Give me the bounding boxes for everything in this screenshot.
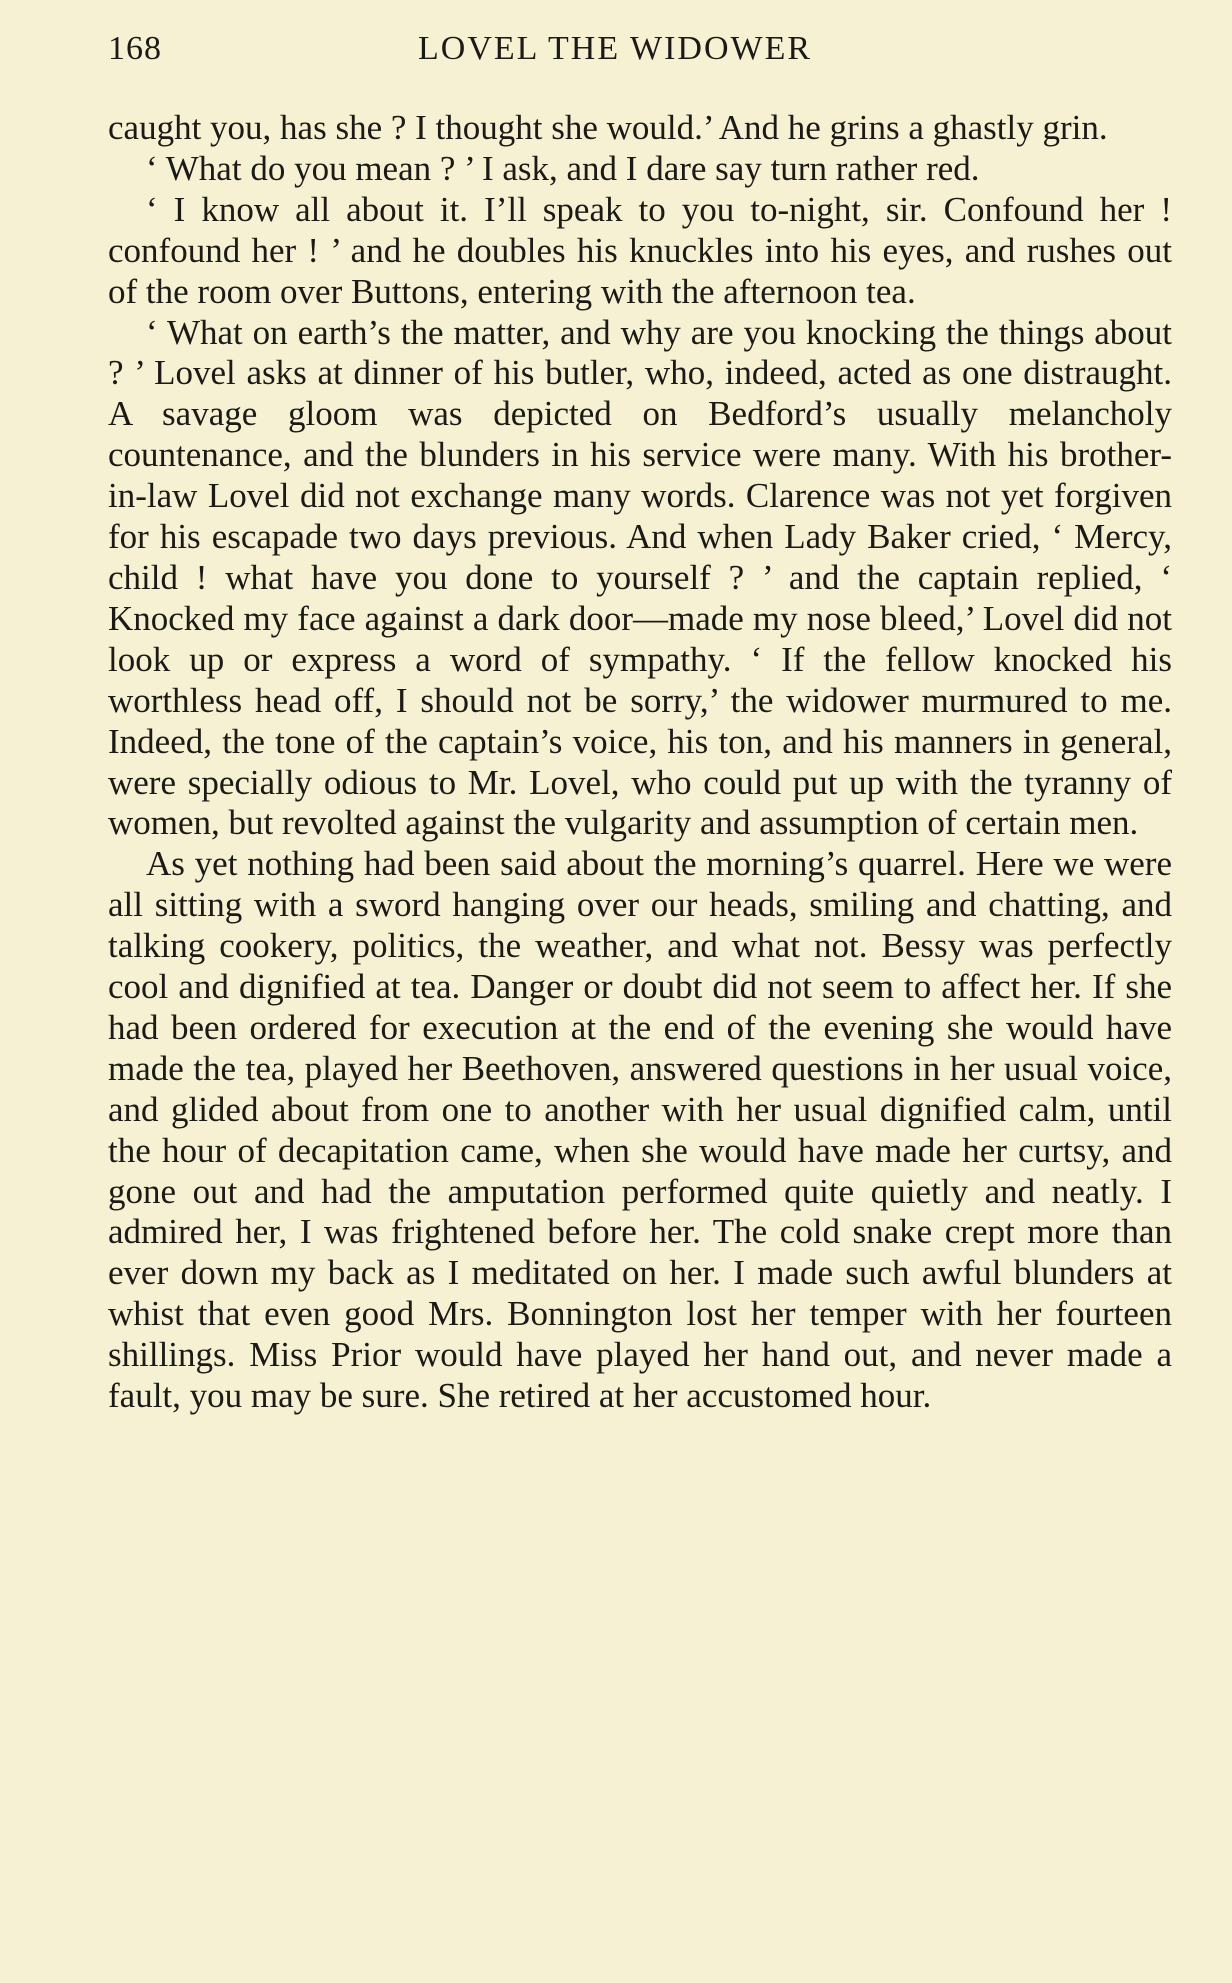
paragraph: ‘ What do you mean ? ’ I ask, and I dare say turn rather red. [146, 148, 980, 188]
page-header [108, 30, 1172, 74]
body-text [108, 108, 1172, 1417]
paragraph: caught you, has she ? I thought she would.’ And he grins a ghastly grin. [108, 108, 1108, 147]
page-number: 168 [108, 30, 162, 67]
running-title: LOVEL THE WIDOWER [418, 30, 813, 67]
paragraph: As yet nothing had been said about the morning’s quarrel. Here we were all sitting with a sword hanging over our heads, smiling and chatting, and talking cookery, politics, the weather, and what not. Bessy was perfectly cool and dignified at tea. Danger or doubt did not seem to affect her. If she had been ordered for execution at the end of the evening she would have made the tea, played her Beethoven, answered questions in her usual voice, and glided about from one to another with her usual dignified calm, until the hour of decapitation came, when she would have made her curtsy, and gone out and had the amputation performed quite quietly and neatly. I admired her, I was frightened before her. The cold snake crept more than ever down my back as I meditated on her. I made such awful blunders at whist that even good Mrs. Bonnington lost her temper with her fourteen shillings. Miss Prior would have played her hand out, and never made a fault, you may be sure. She retired at her accustomed hour. [108, 844, 1172, 1416]
paragraph: ‘ I know all about it. I’ll speak to you to-night, sir. Confound her ! confound her ! ’ and he doubles his knuckles into his eyes, and rushes out of the room over Buttons, entering with the afternoon tea. [108, 189, 1172, 311]
paragraph: ‘ What on earth’s the matter, and why are you knocking the things about ? ’ Lovel asks at dinner of his butler, who, indeed, acted as one distraught. A savage gloom was depicted on Bedford’s usually melancholy countenance, and the blunders in his service were many. With his brother-in-law Lovel did not exchange many words. Clarence was not yet forgiven for his escapade two days previous. And when Lady Baker cried, ‘ Mercy, child ! what have you done to yourself ? ’ and the captain replied, ‘ Knocked my face against a dark door—made my nose bleed,’ Lovel did not look up or express a word of sympathy. ‘ If the fellow knocked his worthless head off, I should not be sorry,’ the widower murmured to me. Indeed, the tone of the captain’s voice, his ton, and his manners in general, were specially odious to Mr. Lovel, who could put up with the tyranny of women, but revolted against the vulgarity and assumption of certain men. [108, 312, 1172, 843]
